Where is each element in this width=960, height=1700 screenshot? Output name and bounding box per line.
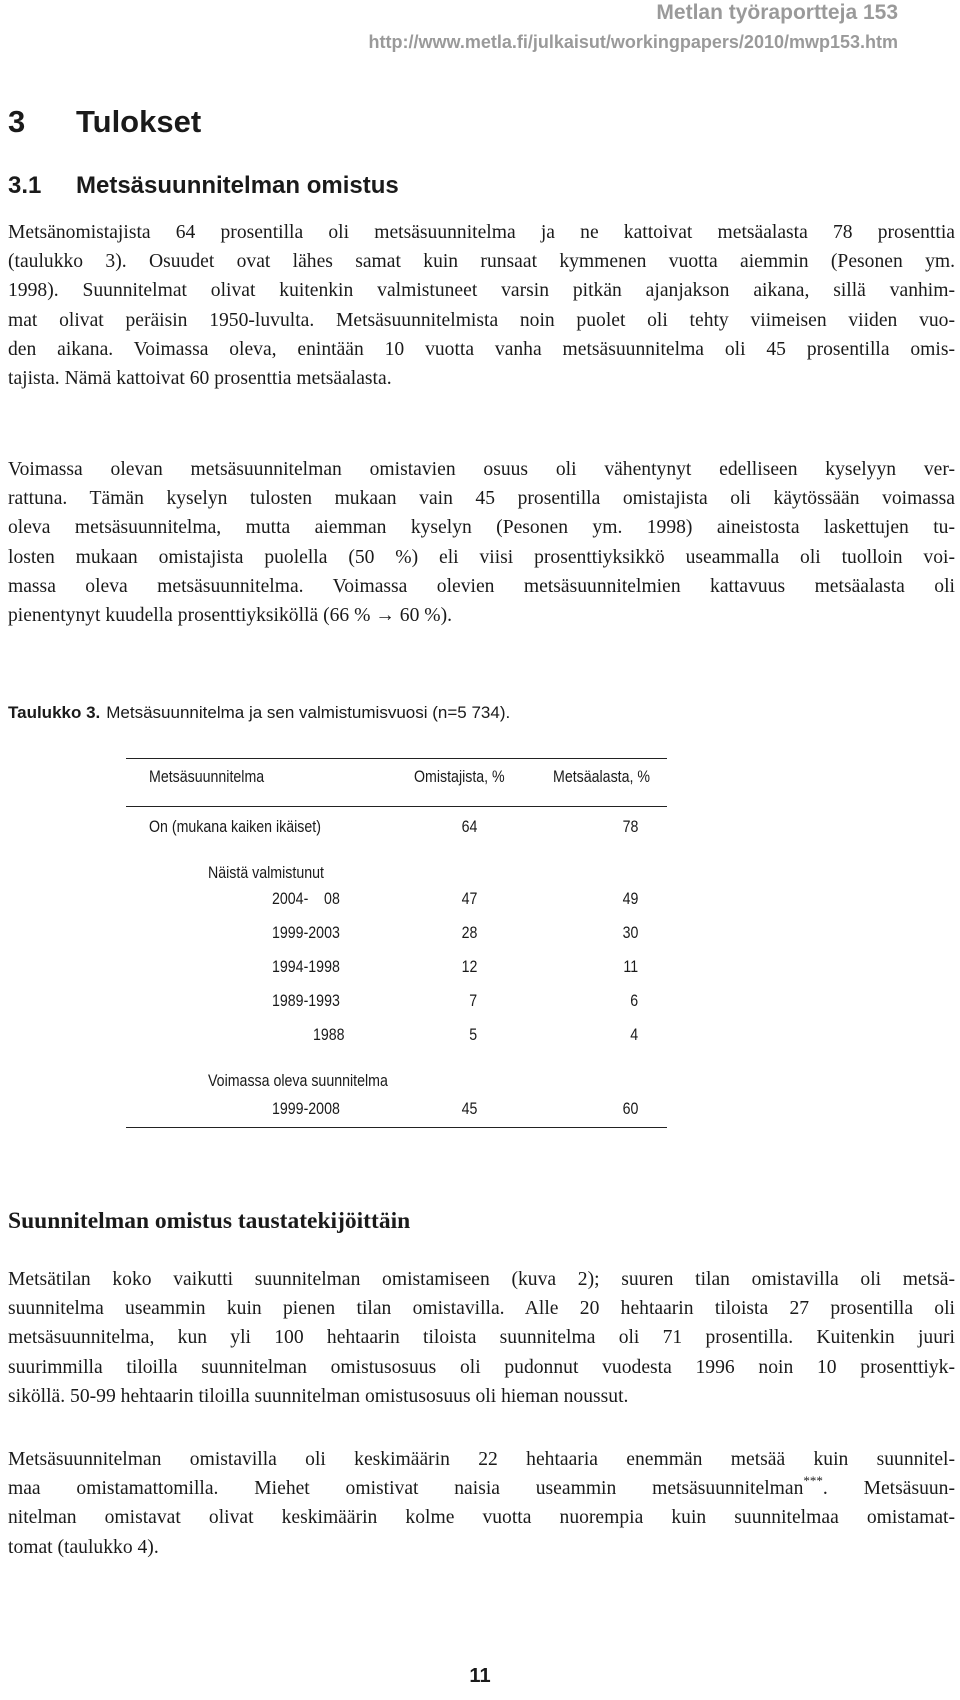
subheading-background-factors: Suunnitelman omistus taustatekijöittäin bbox=[8, 1208, 411, 1234]
area-value: 30 bbox=[622, 924, 638, 942]
text-segment: . Metsäsuun- bbox=[822, 1478, 955, 1500]
column-header-area: Metsäalasta, % bbox=[553, 768, 651, 786]
text-segment: maa omistamattomilla. Miehet omistivat naisia useammin metsäsuunnitelman bbox=[8, 1478, 804, 1500]
table-bottom-rule bbox=[126, 1127, 667, 1128]
row-label: 1999-2003 bbox=[272, 924, 340, 942]
text-line: Metsänomistajista 64 prosentilla oli metsäsuunnitelma ja ne kattoivat metsäalasta 78 prosenttia bbox=[8, 222, 955, 243]
owners-value: 28 bbox=[461, 924, 477, 942]
page-number: 11 bbox=[469, 1665, 491, 1687]
running-header-url[interactable]: http://www.metla.fi/julkaisut/workingpapers/2010/mwp153.htm bbox=[368, 32, 898, 52]
section-title: Tulokset bbox=[76, 104, 202, 139]
table-caption bbox=[8, 703, 510, 723]
text-line: Metsätilan koko vaikutti suunnitelman omistamiseen (kuva 2); suuren tilan omistavilla oli metsä- bbox=[8, 1269, 955, 1290]
text-line: tomat (taulukko 4). bbox=[8, 1536, 159, 1558]
owners-value: 64 bbox=[461, 818, 477, 836]
text-line: (taulukko 3). Osuudet ovat lähes samat kuin runsaat kymmenen vuotta aiemmin (Pesonen ym. bbox=[8, 251, 955, 273]
section-number: 3 bbox=[8, 104, 26, 139]
area-value: 6 bbox=[630, 992, 638, 1010]
row-label: On (mukana kaiken ikäiset) bbox=[149, 818, 321, 836]
text-line: siköllä. 50-99 hehtaarin tiloilla suunnitelman omistusosuus oli hieman noussut. bbox=[8, 1385, 629, 1407]
text-line: suurimmilla tiloilla suunnitelman omistusosuus oli pudonnut vuodesta 1996 noin 10 prosenttiyk- bbox=[8, 1356, 955, 1378]
table-header-rule bbox=[126, 806, 667, 807]
owners-value: 12 bbox=[461, 958, 477, 976]
text-line: Voimassa olevan metsäsuunnitelman omistavien osuus oli vähentynyt edelliseen kyselyyn ver- bbox=[8, 459, 955, 480]
table-top-rule bbox=[126, 758, 667, 759]
group-label-valid: Voimassa oleva suunnitelma bbox=[208, 1072, 388, 1090]
text-line: metsäsuunnitelma, kun yli 100 hehtaarin tiloista suunnitelma oli 71 prosentilla. Kuitenkin juuri bbox=[8, 1327, 955, 1349]
row-label: 1994-1998 bbox=[272, 958, 340, 976]
text-line: rattuna. Tämän kyselyn tulosten mukaan vain 45 prosentilla omistajista oli käytössään voimassa bbox=[8, 488, 955, 510]
owners-value: 47 bbox=[461, 890, 477, 908]
text-line: mat olivat peräisin 1950-luvulta. Metsäsuunnitelmista noin puolet oli tehty viimeisen viiden vuo- bbox=[8, 309, 955, 331]
running-header-series: Metlan työraportteja 153 bbox=[656, 1, 898, 24]
text-line bbox=[8, 1474, 955, 1503]
subsection-number: 3.1 bbox=[8, 172, 42, 199]
paragraph-comparison bbox=[8, 455, 955, 630]
row-label: 1989-1993 bbox=[272, 992, 340, 1010]
area-value: 60 bbox=[622, 1100, 638, 1118]
text-line: tajista. Nämä kattoivat 60 prosenttia metsäalasta. bbox=[8, 368, 392, 390]
text-line: suunnitelma useammin kuin pienen tilan omistavilla. Alle 20 hehtaarin tiloista 27 prosentilla oli bbox=[8, 1298, 955, 1320]
text-line: pienentynyt kuudella prosenttiyksiköllä (66 % → 60 %). bbox=[8, 605, 453, 627]
row-label: 2004- 08 bbox=[272, 890, 340, 908]
column-header-plan: Metsäsuunnitelma bbox=[149, 768, 265, 786]
area-value: 4 bbox=[630, 1026, 638, 1044]
text-line: den aikana. Voimassa oleva, enintään 10 vuotta vanha metsäsuunnitelma oli 45 prosentilla omis- bbox=[8, 338, 955, 360]
table-caption-text: Metsäsuunnitelma ja sen valmistumisvuosi (n=5 734). bbox=[106, 703, 511, 722]
text-line: Metsäsuunnitelman omistavilla oli keskimäärin 22 hehtaaria enemmän metsää kuin suunnitel- bbox=[8, 1449, 955, 1470]
paragraph-ownership bbox=[8, 218, 955, 393]
row-label: 1999-2008 bbox=[272, 1100, 340, 1118]
owners-value: 45 bbox=[461, 1100, 477, 1118]
text-line: nitelman omistavat olivat keskimäärin kolme vuotta nuorempia kuin suunnitelmaa omistamat- bbox=[8, 1507, 955, 1529]
row-label: 1988 bbox=[313, 1026, 345, 1044]
text-line: 1998). Suunnitelmat olivat kuitenkin valmistuneet varsin pitkän ajanjakson aikana, sillä vanhim- bbox=[8, 280, 955, 302]
owners-value: 5 bbox=[469, 1026, 477, 1044]
area-value: 78 bbox=[622, 818, 638, 836]
paragraph-owner-characteristics bbox=[8, 1445, 955, 1562]
significance-marker: *** bbox=[803, 1473, 823, 1489]
subsection-heading bbox=[8, 172, 399, 200]
text-line: massa oleva metsäsuunnitelma. Voimassa olevien metsäsuunnitelmien kattavuus metsäalasta oli bbox=[8, 575, 955, 597]
paragraph-farm-size bbox=[8, 1265, 955, 1411]
subsection-title: Metsäsuunnitelman omistus bbox=[76, 172, 399, 199]
group-label-completed: Näistä valmistunut bbox=[208, 864, 324, 882]
area-value: 49 bbox=[622, 890, 638, 908]
table-caption-label: Taulukko 3. bbox=[8, 703, 101, 722]
area-value: 11 bbox=[623, 958, 638, 976]
owners-value: 7 bbox=[469, 992, 477, 1010]
text-line: losten mukaan omistajista puolella (50 %) eli viisi prosenttiyksikkö useammalla oli tuolloin voi- bbox=[8, 546, 955, 568]
text-line: oleva metsäsuunnitelma, mutta aiemman kyselyn (Pesonen ym. 1998) aineistosta laskettujen tu- bbox=[8, 517, 955, 539]
section-heading bbox=[8, 104, 201, 140]
column-header-owners: Omistajista, % bbox=[414, 768, 505, 786]
